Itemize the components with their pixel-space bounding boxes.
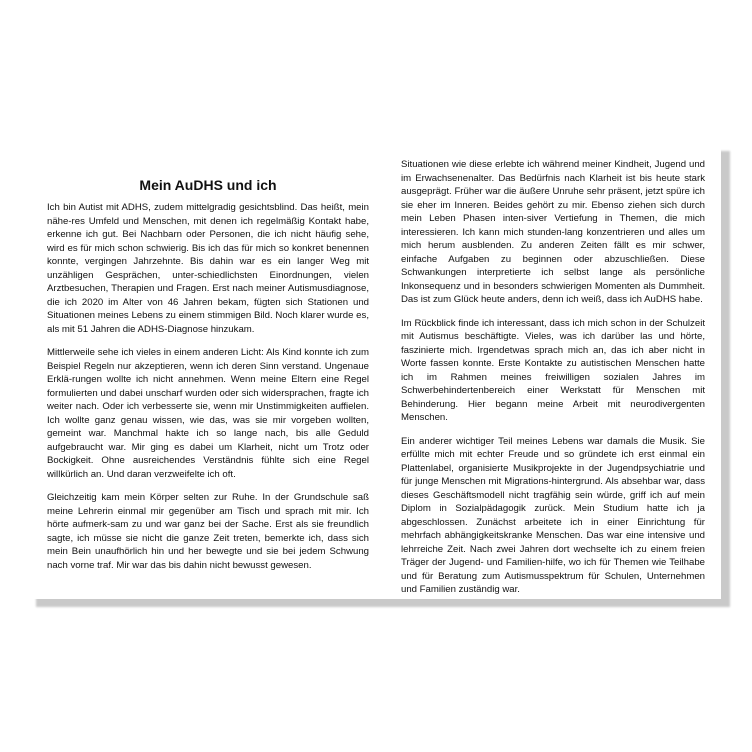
paragraph: Situationen wie diese erlebte ich während meiner Kindheit, Jugend und im Erwachsenenalter. Das Bedürfnis nach Klarheit ist bis heute stark ausgeprägt. Früher war die äußere Unruhe sehr präsent, jetzt spüre ich sie eher im Inneren. Beides gehört zu mir. Ebenso ziehen sich durch mein Leben Phasen inten-siver Vertiefung in Themen, die mich interessieren. Ich kann mich stunden-lang konzentrieren und alles um mich herum ausblenden. Zu anderen Zeiten fällt es mir schwer, einfache Aufgaben zu beginnen oder abzuschließen. Diese Schwankungen interpretierte ich selbst lange als persönliche Inkonsequenz und in besonders schwierigen Momenten als Dummheit. Das ist zum Glück heute anders, denn ich weiß, dass ich AuDHS habe. [401,159,705,305]
paragraph: Mittlerweile sehe ich vieles in einem anderen Licht: Als Kind konnte ich zum Beispiel Regeln nur akzeptieren, wenn ich deren Sinn verstand. Ungenaue Erklä-rungen wollte ich nicht annehmen. Wenn meine Eltern eine Regel formulierten und dabei unscharf wurden oder sich widersprachen, fragte ich weiter nach. Oder ich verbesserte sie, wenn mir Unstimmigkeiten auffielen. Ich wollte ganz genau wissen, wie das, was sie mir vorgeben wollten, gemeint war. Manchmal hakte ich so lange nach, bis alle Geduld aufgebraucht war. Mir ging es dabei um Klarheit, nicht um Trotz oder Bockigkeit. Ohne ausreichendes Verständnis fühlte sich eine Regel willkürlich an. Und daran verzweifelte ich oft. [47,347,369,480]
paragraph: Im Rückblick finde ich interessant, dass ich mich schon in der Schulzeit mit Autismus beschäftigte. Vieles, was ich darüber las und hörte, faszinierte mich. Irgendetwas sprach mich an, das ich aber nicht in Worte fassen konnte. Erste Kontakte zu autistischen Menschen hatte ich im Rahmen meines freiwilligen sozialen Jahres im Schwerbehindertenbereich einer Werkstatt für Menschen mit Behinderung. Hier begann meine Arbeit mit neurodivergenten Menschen. [401,317,705,423]
paragraph: Ich bin Autist mit ADHS, zudem mittelgradig gesichtsblind. Das heißt, mein nähe-res Umfeld und Menschen, mit denen ich regelmäßig Kontakt habe, erkenne ich gut. Bei Nachbarn oder Personen, die ich nicht häufig sehe, wird es für mich schon schwierig. Bis ich das für mich so konkret benennen konnte, vergingen Jahrzehnte. Bis dahin war es ein langer Weg mit unzähligen Gesprächen, unter-schiedlichsten Einordnungen, vielen Arztbesuchen, Therapien und Fragen. Erst nach meiner Autismusdiagnose, die ich 2020 im Alter von 46 Jahren bekam, fügten sich Stationen und Situationen meines Lebens zu einem stimmigen Bild. Noch klarer wurde es, als mit 51 Jahren die ADHS-Diagnose hinzukam. [47,202,369,335]
right-page [401,158,705,607]
book-spread [27,143,721,599]
paragraph: Ein anderer wichtiger Teil meines Lebens war damals die Musik. Sie erfüllte mich mit echter Freude und so gründete ich erst einmal ein Plattenlabel, organisierte Musikprojekte in der Jugendpsychiatrie und für junge Menschen mit Migrations-hintergrund. Als absehbar war, dass dieses Geschäftsmodell nicht tragfähig sein würde, griff ich auf mein Diplom in Sozialpädagogik zurück. Mein Studium hatte ich ja abgeschlossen. Zunächst arbeitete ich in einer Einrichtung für mehrfach abhängigkeitskranke Menschen. Das war eine intensive und lehrreiche Zeit. Nach zwei Jahren dort wechselte ich zu einem freien Träger der Jugend- und Familien-hilfe, wo ich für Themen wie Teilhabe und für Beratung zum Autismusspektrum für Schulen, Unternehmen und Familien zuständig war. [401,435,705,595]
left-page [47,176,369,582]
paragraph: Gleichzeitig kam mein Körper selten zur Ruhe. In der Grundschule saß meine Lehrerin einmal mir gegenüber am Tisch und sprach mit mir. Ich hörte aufmerk-sam zu und war ganz bei der Sache. Erst als sie freundlich sagte, ich müsse sie nicht die ganze Zeit treten, bemerkte ich, dass sich mein Bein unaufhörlich hin und her bewegte und sie bei jedem Schwung nach vorne traf. Mir war das bis dahin nicht bewusst gewesen. [47,492,369,571]
page-title: Mein AuDHS und ich [139,177,277,193]
